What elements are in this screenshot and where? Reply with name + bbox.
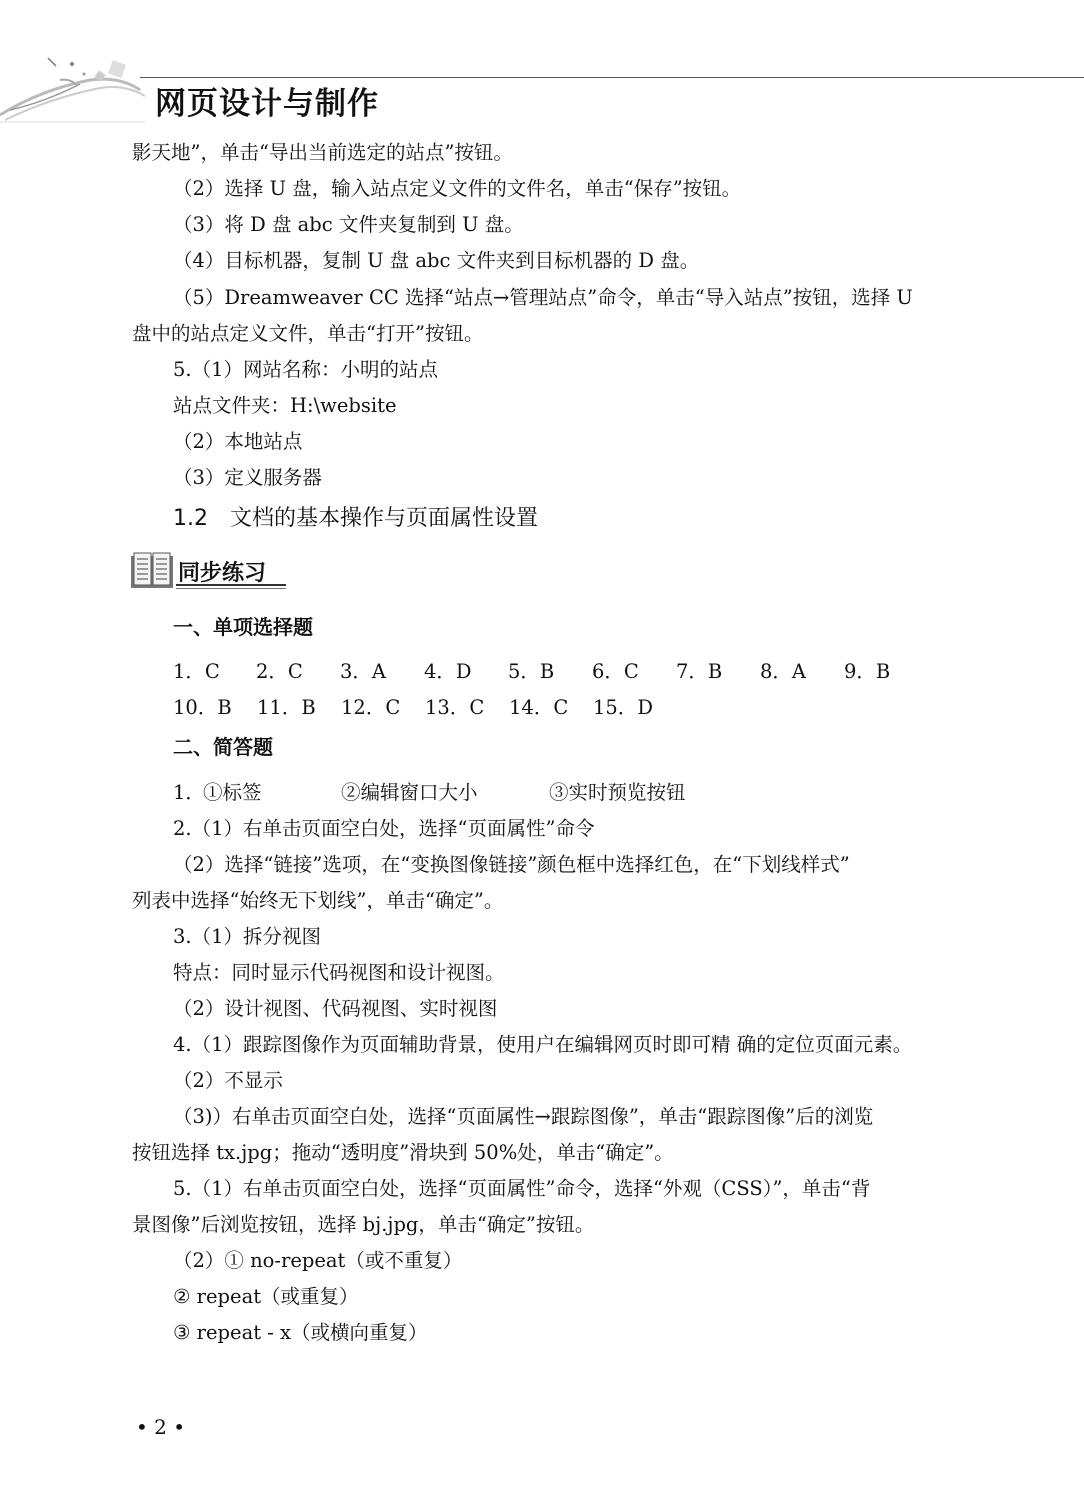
q1-part: ②编辑窗口大小 bbox=[341, 781, 478, 804]
single-choice-heading: 一、单项选择题 bbox=[173, 615, 313, 639]
text-line: 2.（1）右单击页面空白处，选择“页面属性”命令 bbox=[173, 817, 595, 840]
text-line: 列表中选择“始终无下划线”，单击“确定”。 bbox=[132, 889, 504, 912]
open-book-icon bbox=[130, 550, 174, 590]
answer-item: 8．A bbox=[760, 660, 806, 683]
answer-item: 10．B bbox=[173, 696, 232, 719]
text-line: （2）选择 U 盘，输入站点定义文件的文件名，单击“保存”按钮。 bbox=[173, 177, 742, 200]
section-title-text: 文档的基本操作与页面属性设置 bbox=[230, 506, 539, 531]
answer-item: 7．B bbox=[676, 660, 723, 683]
answer-item: 11．B bbox=[257, 696, 316, 719]
q1-number: 1． bbox=[173, 781, 205, 804]
text-line: 按钮选择 tx.jpg；拖动“透明度”滑块到 50%处，单击“确定”。 bbox=[132, 1141, 674, 1164]
answer-item: 14．C bbox=[509, 696, 569, 719]
header-ornament-icon bbox=[0, 50, 150, 125]
text-line: 站点文件夹：H:\website bbox=[173, 394, 397, 417]
text-line: 5.（1）右单击页面空白处，选择“页面属性”命令，选择“外观（CSS）”，单击“背 bbox=[173, 1177, 871, 1200]
book-title: 网页设计与制作 bbox=[155, 86, 379, 122]
text-line: 影天地”，单击“导出当前选定的站点”按钮。 bbox=[132, 141, 513, 164]
q1-part: ①标签 bbox=[203, 781, 262, 804]
page-header bbox=[0, 0, 1084, 135]
text-line: （2）不显示 bbox=[173, 1069, 283, 1092]
answer-item: 9．B bbox=[844, 660, 891, 683]
answer-item: 2．C bbox=[256, 660, 303, 683]
text-line: 5.（1）网站名称：小明的站点 bbox=[173, 358, 439, 381]
text-line: （3）将 D 盘 abc 文件夹复制到 U 盘。 bbox=[173, 213, 524, 236]
answer-item: 12．C bbox=[341, 696, 401, 719]
answer-item: 1．C bbox=[173, 660, 220, 683]
answer-item: 3．A bbox=[340, 660, 386, 683]
short-answer-heading: 二、简答题 bbox=[173, 735, 273, 759]
text-line: ③ repeat - x（或横向重复） bbox=[173, 1321, 428, 1344]
text-line: （4）目标机器，复制 U 盘 abc 文件夹到目标机器的 D 盘。 bbox=[173, 249, 700, 272]
q1-part: ③实时预览按钮 bbox=[549, 781, 686, 804]
answer-item: 4．D bbox=[424, 660, 472, 683]
text-line: （2）本地站点 bbox=[173, 430, 303, 453]
section-number: 1.2 bbox=[173, 506, 208, 531]
text-line: （3)）右单击页面空白处，选择“页面属性→跟踪图像”，单击“跟踪图像”后的浏览 bbox=[173, 1105, 874, 1128]
text-line: 景图像”后浏览按钮，选择 bj.jpg，单击“确定”按钮。 bbox=[132, 1213, 595, 1236]
text-line: 特点：同时显示代码视图和设计视图。 bbox=[173, 961, 505, 984]
practice-banner bbox=[130, 550, 300, 592]
text-line: 盘中的站点定义文件，单击“打开”按钮。 bbox=[132, 322, 484, 345]
text-line: （2）① no-repeat（或不重复） bbox=[173, 1249, 463, 1272]
text-line: 4.（1）跟踪图像作为页面辅助背景，使用户在编辑网页时即可精 确的定位页面元素。 bbox=[173, 1033, 913, 1056]
text-line: ② repeat（或重复） bbox=[173, 1285, 359, 1308]
practice-underline bbox=[176, 588, 286, 589]
answer-item: 5．B bbox=[508, 660, 555, 683]
answer-item: 6．C bbox=[592, 660, 639, 683]
answer-item: 15．D bbox=[593, 696, 653, 719]
text-line: （5）Dreamweaver CC 选择“站点→管理站点”命令，单击“导入站点”按钮，选择 U bbox=[173, 286, 913, 309]
page-number: • 2 • bbox=[136, 1415, 186, 1439]
text-line: （3）定义服务器 bbox=[173, 466, 322, 489]
section-title bbox=[173, 505, 538, 533]
text-line: （2）选择“链接”选项，在“变换图像链接”颜色框中选择红色，在“下划线样式” bbox=[173, 853, 850, 876]
text-line: 3.（1）拆分视图 bbox=[173, 925, 322, 948]
practice-underline bbox=[176, 584, 286, 586]
text-line: （2）设计视图、代码视图、实时视图 bbox=[173, 997, 498, 1020]
answer-item: 13．C bbox=[425, 696, 485, 719]
practice-label: 同步练习 bbox=[178, 561, 267, 586]
